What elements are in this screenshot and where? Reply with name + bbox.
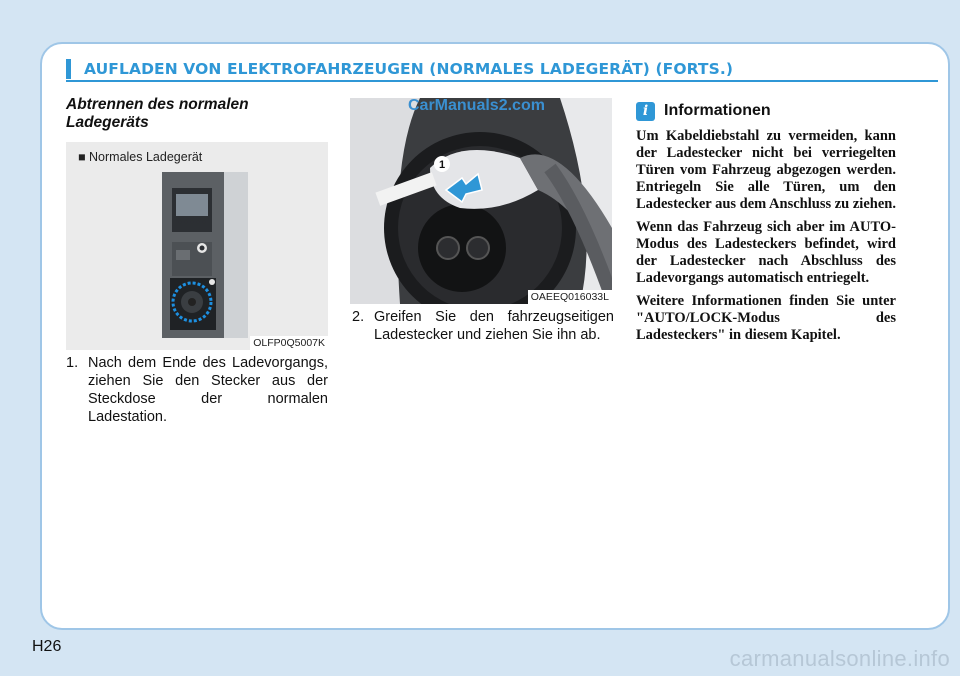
header-rule	[66, 80, 938, 82]
header-accent-bar	[66, 59, 71, 79]
step-text: Greifen Sie den fahrzeugseitigen Ladestecker und ziehen Sie ihn ab.	[374, 309, 614, 343]
info-icon: i	[636, 102, 655, 121]
page-number: H26	[32, 638, 62, 655]
section-title: AUFLADEN VON ELEKTROFAHRZEUGEN (NORMALES LADEGERÄT) (FORTS.)	[84, 60, 734, 78]
manual-page	[40, 42, 950, 630]
step-1	[66, 354, 328, 426]
charging-port-illustration	[350, 98, 612, 304]
callout-number: 1	[438, 159, 446, 171]
info-title: Informationen	[664, 102, 771, 119]
figure-caption: ■ Normales Ladegerät	[78, 150, 203, 164]
footer-watermark: carmanualsonline.info	[729, 646, 950, 671]
figure-code: OAEEQ016033L	[528, 290, 612, 304]
step-number: 1.	[66, 355, 79, 371]
info-body	[636, 128, 896, 350]
section-header	[66, 58, 938, 80]
figure-watermark: CarManuals2.com	[408, 98, 545, 114]
charger-figure	[66, 142, 328, 350]
info-paragraph: Um Kabeldiebstahl zu vermeiden, kann der Ladestecker nicht bei verriegelten Türen vom Fahrzeug abgezogen werden. Entriegeln Sie alle Türen, um den Ladestecker aus dem Anschluss zu ziehen.	[636, 128, 896, 212]
charging-port-figure	[350, 98, 612, 304]
step-text: Nach dem Ende des Ladevorgangs, ziehen Sie den Stecker aus der Steckdose der normalen Ladestation.	[88, 355, 328, 425]
info-paragraph: Weitere Informationen finden Sie unter "AUTO/LOCK-Modus des Ladesteckers" in diesem Kapitel.	[636, 293, 896, 343]
info-paragraph: Wenn das Fahrzeug sich aber im AUTO-Modus des Ladesteckers befindet, wird der Ladestecker nach Abschluss des Ladevorgangs automatisch entriegelt.	[636, 219, 896, 286]
figure-code: OLFP0Q5007K	[250, 336, 328, 350]
charger-station-illustration	[66, 142, 328, 350]
step-2	[352, 308, 614, 344]
subsection-heading: Abtrennen des normalen Ladegeräts	[66, 96, 249, 131]
step-number: 2.	[352, 309, 365, 325]
